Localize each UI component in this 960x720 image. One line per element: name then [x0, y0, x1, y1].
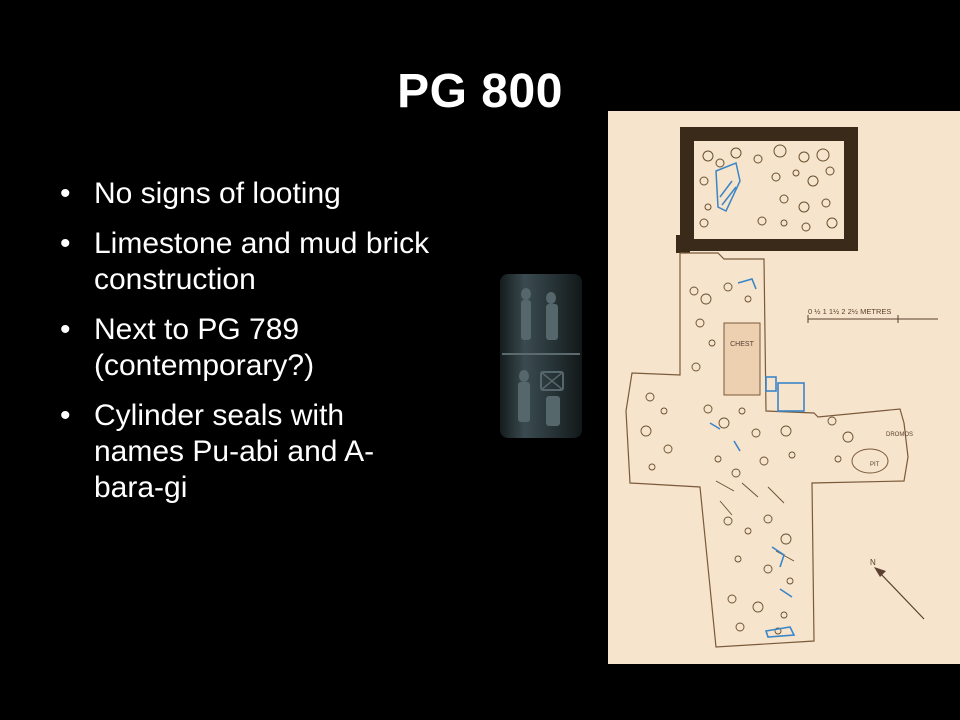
bullet-list [60, 176, 430, 520]
bullet-icon: • [60, 399, 71, 432]
tomb-plan-image [608, 111, 960, 664]
bullet-text: Cylinder seals with names Pu-abi and A-bara-gi [94, 399, 375, 504]
seal-body [500, 274, 582, 438]
scale-label: 0 ½ 1 1½ 2 2½ METRES [808, 307, 892, 316]
bullet-text: Next to PG 789 (contemporary?) [94, 313, 315, 382]
cylinder-seal-image [496, 272, 586, 440]
bullet-item [60, 312, 430, 384]
pit-label: PIT [870, 462, 880, 468]
bullet-icon: • [60, 177, 71, 210]
north-label: N [870, 558, 876, 567]
dromos-label: DROMOS [886, 432, 913, 438]
bullet-text: Limestone and mud brick construction [94, 227, 430, 296]
bullet-item [60, 226, 430, 298]
bullet-icon: • [60, 313, 71, 346]
bullet-icon: • [60, 227, 71, 260]
bullet-item [60, 398, 430, 506]
stone-chamber [676, 127, 858, 253]
slide-title: PG 800 [397, 65, 563, 118]
chest-label: CHEST [730, 341, 754, 348]
chest-outline [724, 323, 760, 395]
bullet-text: No signs of looting [94, 177, 341, 210]
bullet-item [60, 176, 430, 212]
